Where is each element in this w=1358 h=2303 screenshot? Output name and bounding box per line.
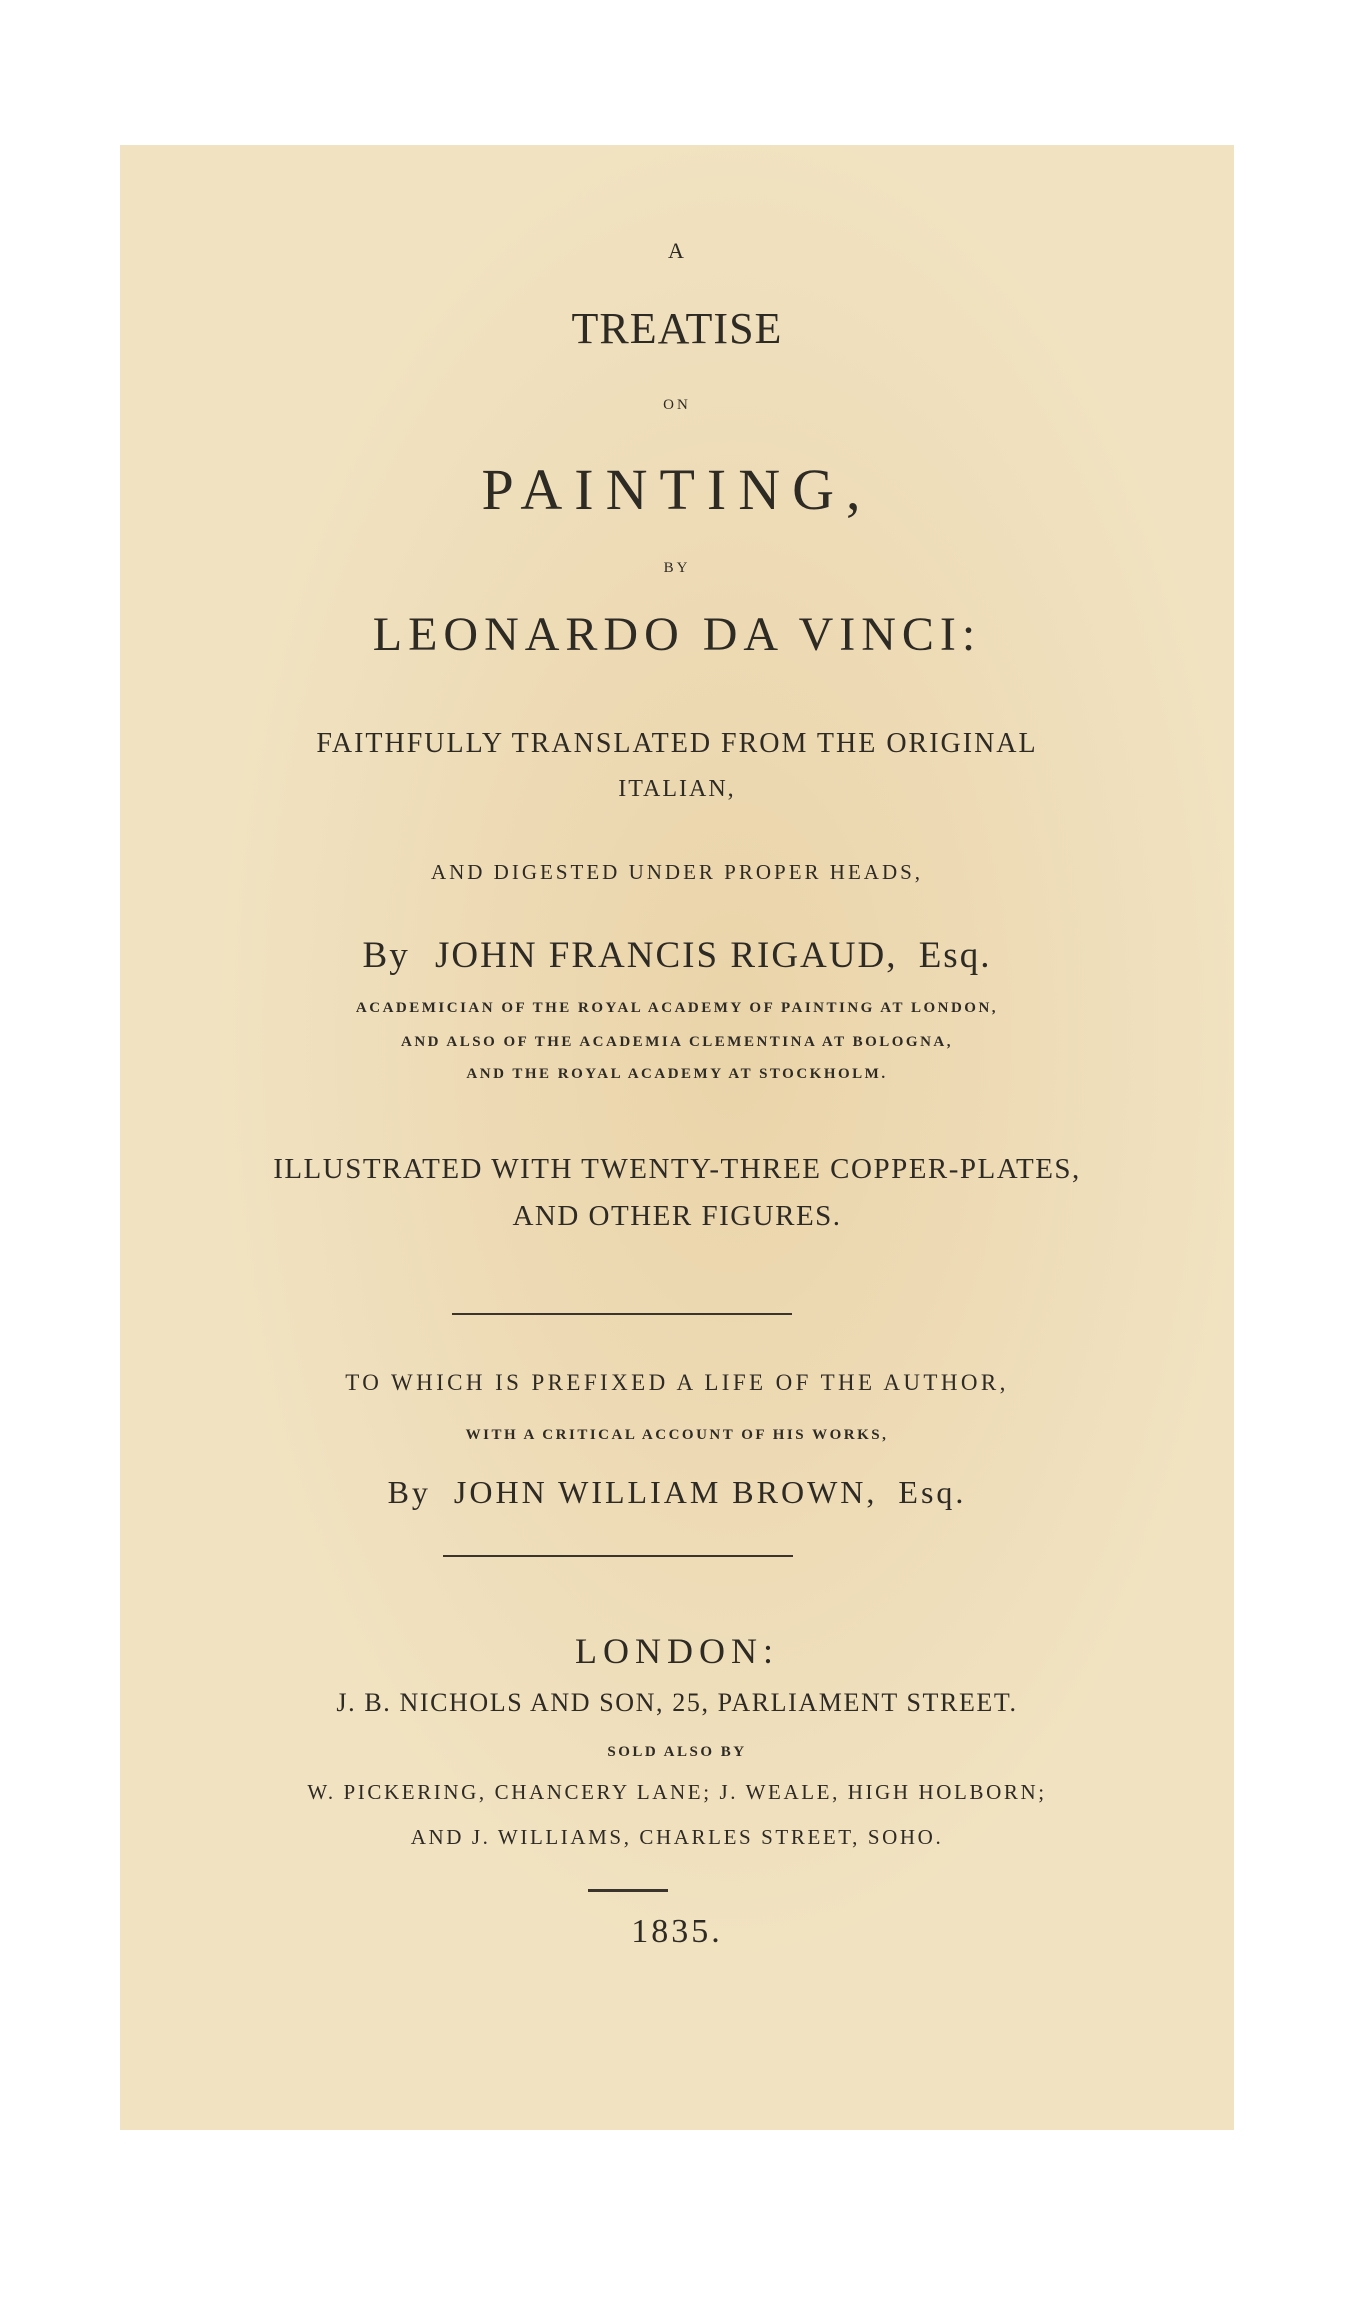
- author-name: LEONARDO DA VINCI:: [372, 608, 982, 661]
- title-treatise: TREATISE: [571, 304, 783, 353]
- sellers-line-1: W. PICKERING, CHANCERY LANE; J. WEALE, HIGH HOLBORN;: [307, 1780, 1047, 1804]
- article: A: [668, 238, 686, 263]
- critical-account-line: WITH A CRITICAL ACCOUNT OF HIS WORKS,: [465, 1427, 889, 1443]
- credentials-line-1: ACADEMICIAN OF THE ROYAL ACADEMY OF PAINTING AT LONDON,: [355, 1000, 999, 1016]
- illustrated-line-2: AND OTHER FIGURES.: [512, 1200, 842, 1232]
- credentials-line-2: AND ALSO OF THE ACADEMIA CLEMENTINA AT BOLOGNA,: [400, 1034, 954, 1050]
- divider-rule-2: [443, 1555, 793, 1557]
- translated-line-1: FAITHFULLY TRANSLATED FROM THE ORIGINAL: [316, 728, 1038, 759]
- translated-line-2: ITALIAN,: [618, 776, 736, 802]
- sellers-line-2: AND J. WILLIAMS, CHARLES STREET, SOHO.: [410, 1825, 944, 1849]
- publisher-line: J. B. NICHOLS AND SON, 25, PARLIAMENT STREET.: [336, 1688, 1018, 1717]
- divider-rule-3: [588, 1889, 668, 1892]
- sold-also-line: SOLD ALSO BY: [607, 1744, 747, 1760]
- title-page: [120, 145, 1234, 2130]
- biographer-suffix: Esq.: [898, 1474, 967, 1510]
- translator-line: [120, 937, 1234, 974]
- biographer-name: JOHN WILLIAM BROWN,: [453, 1474, 878, 1510]
- translator-suffix: Esq.: [918, 935, 992, 976]
- biographer-by: By: [387, 1474, 431, 1510]
- word-by: BY: [663, 560, 691, 576]
- divider-rule-1: [452, 1313, 792, 1315]
- title-painting: PAINTING,: [481, 457, 873, 522]
- illustrated-line-1: ILLUSTRATED WITH TWENTY-THREE COPPER-PLATES,: [273, 1153, 1081, 1185]
- imprint-city: LONDON:: [575, 1631, 779, 1671]
- publication-year: 1835.: [631, 1913, 723, 1950]
- translator-by: By: [362, 935, 410, 976]
- translator-name: JOHN FRANCIS RIGAUD,: [434, 935, 898, 976]
- word-on: ON: [663, 397, 691, 413]
- prefixed-line: TO WHICH IS PREFIXED A LIFE OF THE AUTHOR,: [345, 1370, 1009, 1395]
- biographer-line: [120, 1476, 1234, 1508]
- digested-line: AND DIGESTED UNDER PROPER HEADS,: [430, 860, 924, 884]
- credentials-line-3: AND THE ROYAL ACADEMY AT STOCKHOLM.: [466, 1066, 888, 1082]
